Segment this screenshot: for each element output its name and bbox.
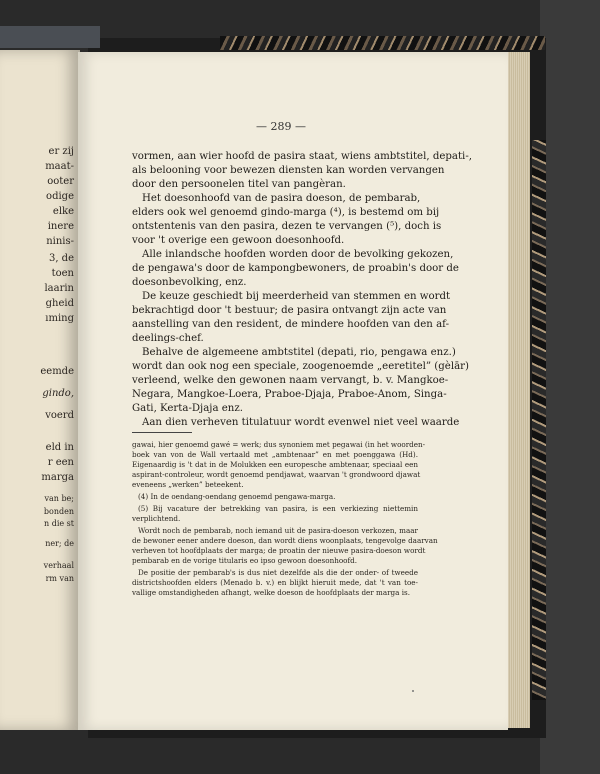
- footnote-line: verplichtend.: [132, 514, 181, 523]
- left-page-fragment: bonden: [43, 507, 74, 516]
- body-line: Aan dien verheven titulatuur wordt evenwel niet veel waarde: [142, 417, 460, 428]
- body-line: wordt dan ook nog een speciale, zoogenoemde „eeretitel” (gèlār): [132, 361, 470, 372]
- footnote-line: eveneens „werken” beteekent.: [132, 480, 244, 489]
- body-line: bekrachtigd door 't bestuur; de pasira ontvangt zijn acte van: [132, 305, 447, 316]
- footnote-line: vallige omstandigheden afhangt, welke doeson de hoofdplaats der marga is.: [132, 588, 410, 597]
- body-line: aanstelling van den resident, de mindere hoofden van den af-: [132, 319, 450, 330]
- marbled-edge-top: [220, 36, 545, 50]
- left-page-fragment: van be;: [44, 494, 74, 503]
- left-page-fragment: gheid: [45, 298, 74, 309]
- left-page-fragment: marga: [41, 472, 74, 483]
- body-line: Het doesonhoofd van de pasira doeson, de pembarab,: [142, 193, 421, 204]
- body-line: de pengawa's door de kampongbewoners, de proabin's door de: [132, 263, 459, 274]
- footnote-line: boek van von de Wall vertaald met „ambtenaar” en met poenggawa (Hd).: [132, 450, 418, 459]
- left-page-fragment: 3, de: [48, 253, 74, 264]
- left-page-fragment: ıming: [45, 313, 74, 324]
- footnote-line: Eigenaardig is 't dat in de Molukken een europesche ambtenaar, speciaal een: [132, 460, 418, 469]
- body-line: deelings-chef.: [132, 333, 204, 344]
- left-page-fragment: ner; de: [45, 539, 74, 548]
- body-line: Alle inlandsche hoofden worden door de bevolking gekozen,: [142, 249, 454, 260]
- footnote-line: verheven tot hoofdplaats der marga; de proatin der nieuwe pasira-doeson wordt: [132, 546, 426, 555]
- binding-spine: [0, 26, 100, 48]
- left-page-fragment: ooter: [47, 176, 74, 187]
- footnote-rule: [132, 432, 192, 433]
- footnote-line: pembarab en de vorige titularis eo ipso gewoon doesonhoofd.: [132, 556, 358, 565]
- body-line: verleend, welke den gewonen naam vervangt, b. v. Mangkoe-: [132, 375, 449, 386]
- background-right: [540, 0, 600, 774]
- footnote-line: de bewoner eener andere doeson, dan wordt diens woonplaats, tengevolge daarvan: [132, 536, 438, 545]
- left-page-fragment: gindo,: [42, 388, 74, 399]
- body-line: Behalve de algemeene ambtstitel (depati, rio, pengawa enz.): [142, 347, 456, 358]
- left-page-fragment: rm van: [45, 574, 74, 583]
- left-page-fragment: inere: [47, 221, 74, 232]
- body-line: Gati, Kerta-Djaja enz.: [132, 403, 243, 414]
- footnote-line: (4) In de oendang-oendang genoemd pengawa-marga.: [138, 492, 336, 501]
- body-line: doesonbevolking, enz.: [132, 277, 247, 288]
- page-number: — 289 —: [256, 120, 306, 133]
- footnote-line: districtshoofden elders (Menado b. v.) en blijkt hieruit mede, dat 't van toe-: [132, 578, 418, 587]
- left-page-fragment: toen: [51, 268, 74, 279]
- body-line: ontstentenis van den pasira, dezen te vervangen (⁵), doch is: [132, 221, 442, 232]
- left-page: [0, 50, 80, 730]
- page-edges: [506, 52, 530, 728]
- body-line: Negara, Mangkoe-Loera, Praboe-Djaja, Praboe-Anom, Singa-: [132, 389, 447, 400]
- left-page-fragment: elke: [52, 206, 74, 217]
- body-line: door den persoonelen titel van pangèran.: [132, 179, 346, 190]
- footnote-line: Wordt noch de pembarab, noch iemand uit de pasira-doeson verkozen, maar: [138, 526, 418, 535]
- left-page-fragment: eemde: [40, 366, 74, 377]
- body-line: elders ook wel genoemd gindo-marga (⁴), is bestemd om bij: [132, 207, 440, 218]
- footnote-line: aspirant-controleur, wordt genoemd pendjawat, waarvan 't grondwoord djawat: [132, 470, 421, 479]
- left-page-fragment: ninis-: [46, 236, 74, 247]
- left-page-fragment: maat-: [45, 161, 74, 172]
- body-line: als belooning voor bewezen diensten kan worden vervangen: [132, 165, 445, 176]
- left-page-fragment: r een: [47, 457, 74, 468]
- page-speck: [412, 690, 414, 692]
- left-page-fragment: n die st: [44, 519, 74, 528]
- left-page-fragment: odige: [46, 191, 74, 202]
- left-page-fragment: er zij: [48, 146, 74, 157]
- body-line: De keuze geschiedt bij meerderheid van stemmen en wordt: [142, 291, 451, 302]
- left-page-fragment: eld in: [45, 442, 74, 453]
- left-page-fragment: voerd: [45, 410, 74, 421]
- body-line: vormen, aan wier hoofd de pasira staat, wiens ambtstitel, depati-,: [132, 151, 472, 162]
- footnote-line: De positie der pembarab's is dus niet dezelfde als die der onder- of tweede: [138, 568, 418, 577]
- left-page-fragment: verhaal: [43, 561, 74, 570]
- footnote-line: (5) Bij vacature der betrekking van pasira, is een verkiezing niettemin: [138, 504, 418, 513]
- left-page-fragment: laarin: [44, 283, 74, 294]
- body-line: voor 't overige een gewoon doesonhoofd.: [132, 235, 345, 246]
- footnote-line: gawai, hier genoemd gawé = werk; dus synoniem met pegawai (in het woorden-: [132, 440, 426, 449]
- marbled-edge-side: [532, 140, 546, 700]
